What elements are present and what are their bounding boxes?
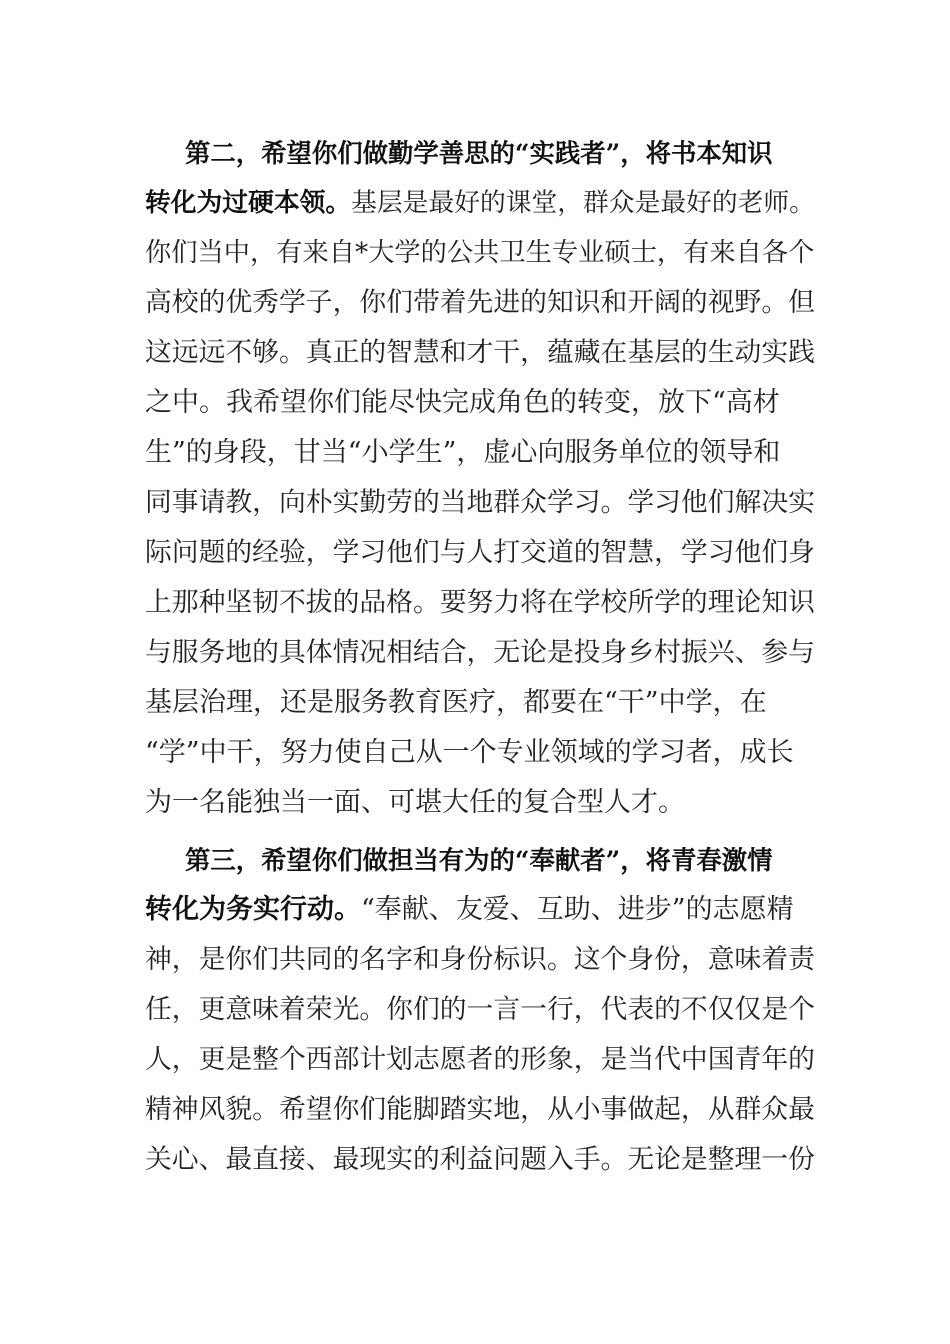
- paragraph-2-line-8: 同事请教，向朴实勤劳的当地群众学习。学习他们解决实: [145, 487, 815, 518]
- paragraph-3-line-6: 精神风貌。希望你们能脚踏实地，从小事做起，从群众最: [145, 1094, 815, 1125]
- paragraph-2-line-11: 与服务地的具体情况相结合，无论是投身乡村振兴、参与: [145, 637, 815, 668]
- paragraph-3-line-3: 神，是你们共同的名字和身份标识。这个身份，意味着责: [145, 944, 815, 975]
- paragraph-2-heading-line-1: 第二，希望你们做勤学善思的“实践者”，将书本知识: [185, 138, 773, 168]
- paragraph-2-line-3: 你们当中，有来自*大学的公共卫生专业硕士，有来自各个: [145, 238, 815, 268]
- paragraph-2-line-13: “学”中干，努力使自己从一个专业领域的学习者，成长: [145, 737, 794, 768]
- paragraph-2-line-4: 高校的优秀学子，你们带着先进的知识和开阔的视野。但: [145, 287, 815, 318]
- paragraph-2-line-6: 之中。我希望你们能尽快完成角色的转变，放下“高材: [145, 387, 780, 418]
- paragraph-3-line-2: [145, 893, 815, 927]
- paragraph-2-line-7: 生”的身段，甘当“小学生”，虚心向服务单位的领导和: [145, 437, 781, 468]
- paragraph-3-line-4: 任，更意味着荣光。你们的一言一行，代表的不仅仅是个: [145, 994, 815, 1025]
- paragraph-2-line-9: 际问题的经验，学习他们与人打交道的智慧，学习他们身: [145, 537, 815, 568]
- paragraph-3-heading-line-1: 第三，希望你们做担当有为的“奉献者”，将青春激情: [185, 845, 773, 875]
- paragraph-2-line-2: [145, 186, 815, 220]
- paragraph-3-line-5: 人，更是整个西部计划志愿者的形象，是当代中国青年的: [145, 1044, 815, 1075]
- paragraph-2-line-10: 上那种坚韧不拔的品格。要努力将在学校所学的理论知识: [145, 587, 815, 618]
- paragraph-2-line-2-text: 基层是最好的课堂，群众是最好的老师。: [351, 188, 815, 218]
- paragraph-2-line-14: 为一名能独当一面、可堪大任的复合型人才。: [145, 787, 685, 818]
- paragraph-2-line-5: 这远远不够。真正的智慧和才干，蕴藏在基层的生动实践: [145, 337, 815, 368]
- paragraph-3-line-2-text: “奉献、友爱、互助、进步”的志愿精: [361, 894, 794, 925]
- paragraph-3-heading-line-2: 转化为务实行动。: [145, 894, 361, 925]
- paragraph-2-line-12: 基层治理，还是服务教育医疗，都要在“干”中学，在: [145, 687, 767, 718]
- paragraph-2-heading-line-2: 转化为过硬本领。: [145, 188, 352, 218]
- paragraph-3-line-7: 关心、最直接、最现实的利益问题入手。无论是整理一份: [145, 1144, 815, 1175]
